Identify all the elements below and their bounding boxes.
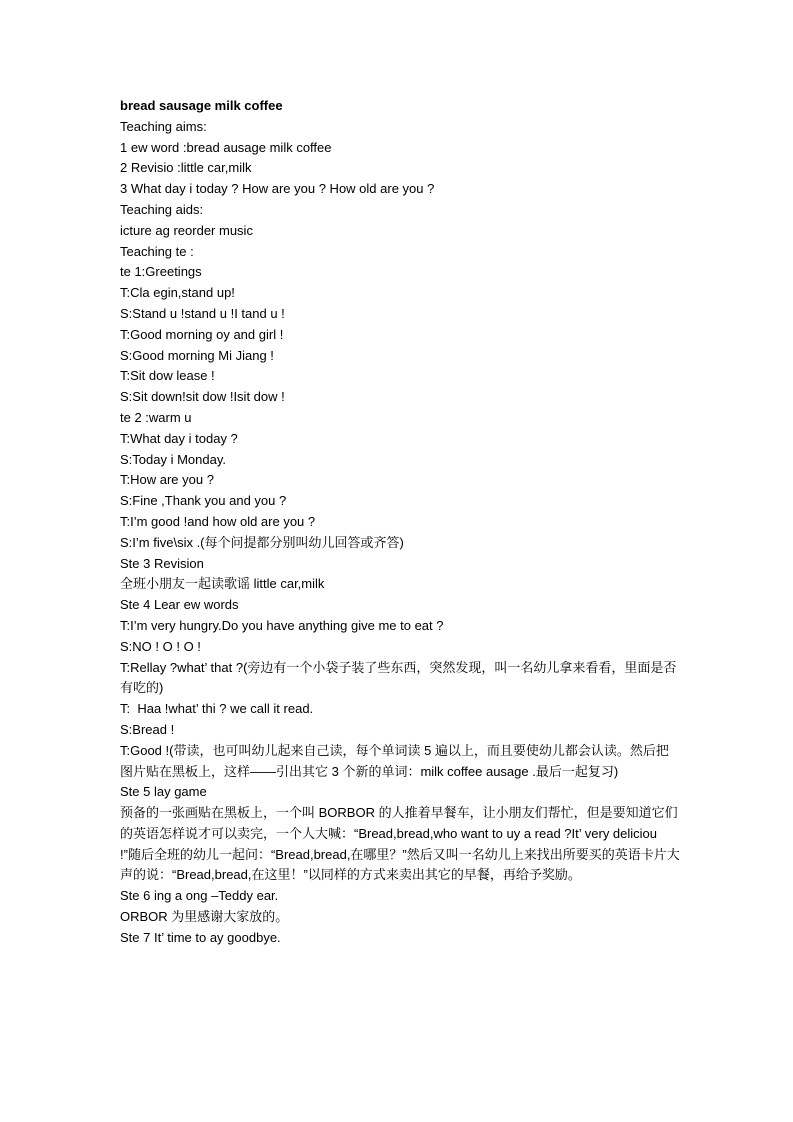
text-line: Ste 7 It’ time to ay goodbye. <box>120 929 281 945</box>
text-line: T:How are you ? <box>120 472 214 488</box>
text-line: Teaching aims: <box>120 118 207 134</box>
text-line: S:Bread ! <box>120 721 175 737</box>
text-line: T:I’m good !and how old are you ? <box>120 513 316 529</box>
text-line: T: Haa !what’ thi ? we call it read. <box>120 701 314 717</box>
text-line: 2 Revisio :little car,milk <box>120 160 252 176</box>
text-line: Ste 6 ing a ong –Teddy ear. <box>120 888 279 904</box>
text-line: T:Cla egin,stand up! <box>120 285 235 301</box>
text-line: te 1:Greetings <box>120 264 202 280</box>
text-line: Teaching aids: <box>120 201 204 217</box>
text-line: S:Today i Monday. <box>120 451 226 467</box>
text-line: ORBOR 为里感谢大家放的。 <box>120 909 289 925</box>
text-line: Ste 4 Lear ew words <box>120 597 239 613</box>
text-line: te 2 :warm u <box>120 409 192 425</box>
text-line: Ste 5 lay game <box>120 784 207 800</box>
text-line: 1 ew word :bread ausage milk coffee <box>120 139 332 155</box>
text-line: 全班小朋友一起读歌谣 little car,milk <box>120 576 325 592</box>
text-line: icture ag reorder music <box>120 222 253 238</box>
text-line: S:Good morning Mi Jiang ! <box>120 347 274 363</box>
text-line: S:I’m five\six .(每个问提都分别叫幼儿回答或齐答) <box>120 534 404 550</box>
text-line: 3 What day i today ? How are you ? How old are you ? <box>120 181 435 197</box>
text-line: T:Good !(带读，也可叫幼儿起来自己读，每个单词读 5 遍以上，而且要使幼儿都会认读。然后把图片贴在黑板上，这样——引出其它 3 个新的单词：milk coffee ausage .最后一起复习) <box>120 742 669 779</box>
text-line: Teaching te : <box>120 243 194 259</box>
text-line: T:What day i today ? <box>120 430 238 446</box>
text-line: T:Sit dow lease ! <box>120 368 215 384</box>
text-line: T:Good morning oy and girl ! <box>120 326 284 342</box>
text-line: S:Stand u !stand u !I tand u ! <box>120 305 285 321</box>
document-title: bread sausage milk coffee <box>120 98 283 113</box>
document-page <box>120 96 680 949</box>
text-line: S:NO ! O ! O ! <box>120 638 201 654</box>
text-line: T:Rellay ?what’ that ?(旁边有一个小袋子装了些东西，突然发现，叫一名幼儿拿来看看，里面是否有吃的) <box>120 659 677 696</box>
text-line: Ste 3 Revision <box>120 555 204 571</box>
text-line: S:Sit down!sit dow !Isit dow ! <box>120 389 285 405</box>
text-line: T:I’m very hungry.Do you have anything give me to eat ? <box>120 617 444 633</box>
text-line: 预备的一张画贴在黑板上，一个叫 BORBOR 的人推着早餐车，让小朋友们帮忙，但是要知道它们的英语怎样说才可以卖完，一个人大喊：“Bread,bread,who want to uy a read ?It’ very deliciou !”随后全班的幼儿一起问：“Bread,bread,在哪里？”然后又叫一名幼儿上来找出所要买的英语卡片大声的说：“Bread,bread,在这里！”以同样的方式来卖出其它的早餐，再给予奖励。 <box>120 805 680 883</box>
text-line: S:Fine ,Thank you and you ? <box>120 493 287 509</box>
